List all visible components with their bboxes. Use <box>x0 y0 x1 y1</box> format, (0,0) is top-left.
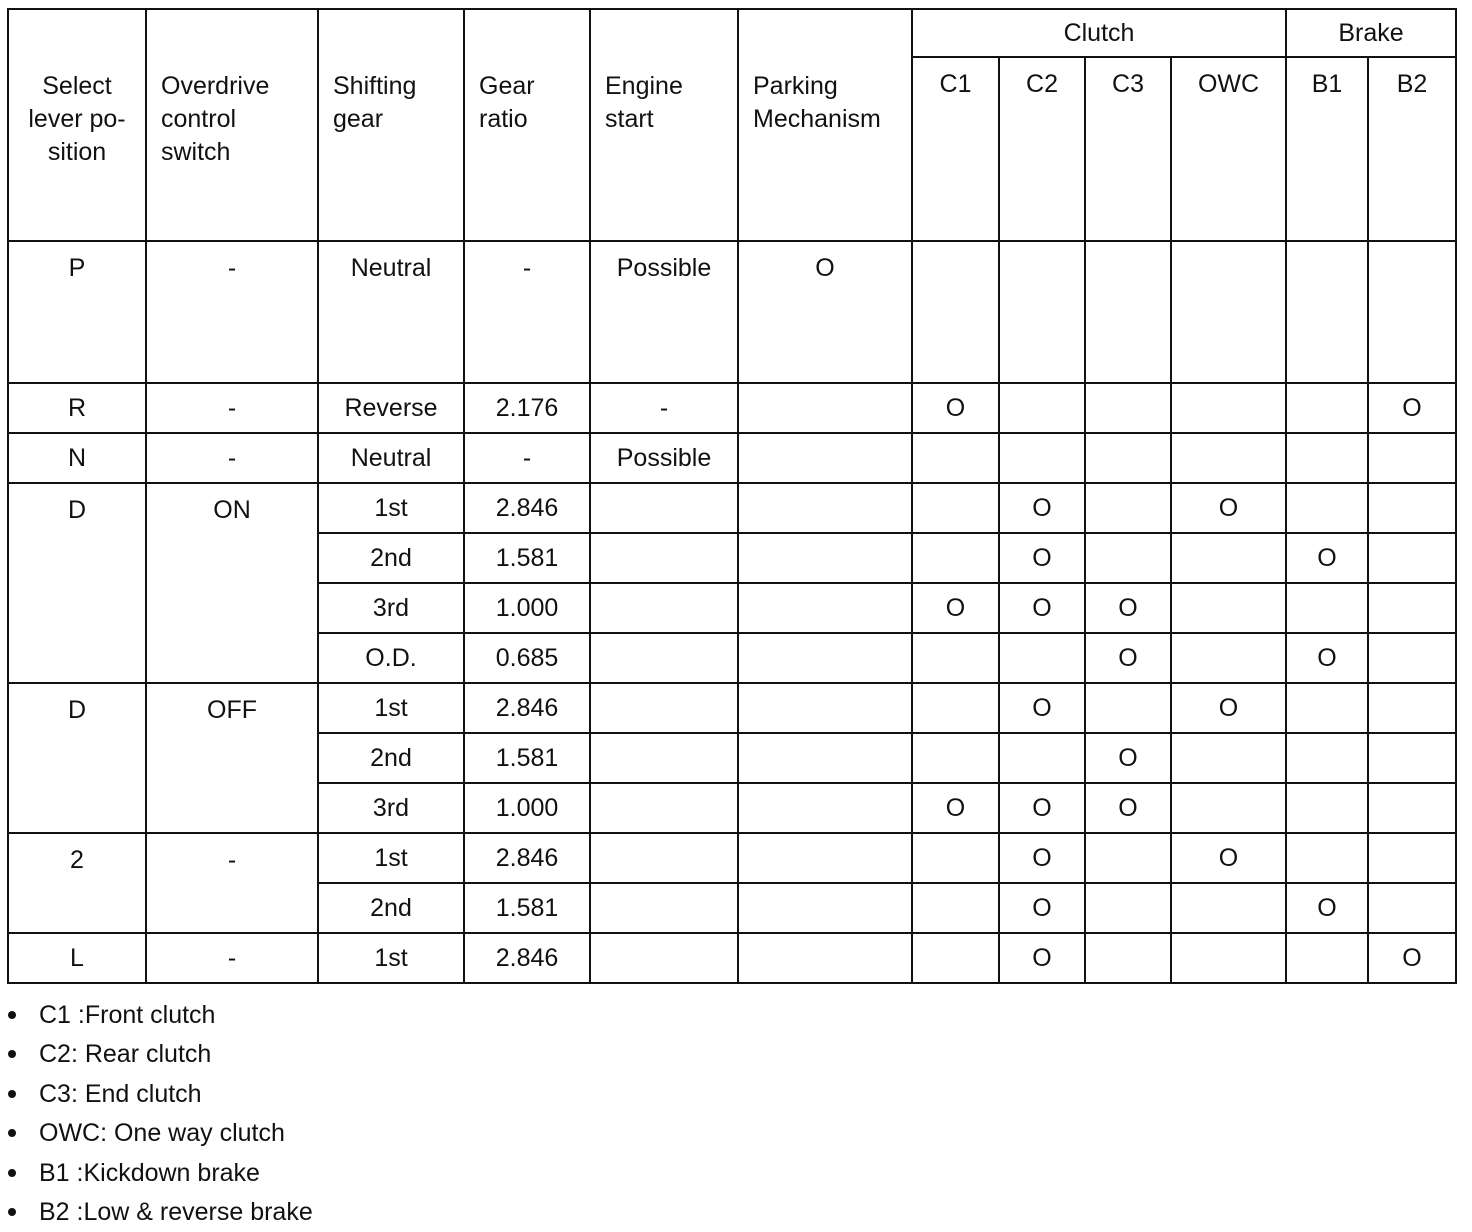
cell-c1 <box>912 533 999 583</box>
cell-engine-start <box>590 483 738 533</box>
cell-parking <box>738 533 912 583</box>
cell-c1 <box>912 833 999 883</box>
cell-ratio: - <box>464 241 590 383</box>
table-row <box>8 241 1456 383</box>
cell-parking <box>738 583 912 633</box>
cell-ratio: 2.846 <box>464 683 590 733</box>
cell-c2 <box>999 383 1085 433</box>
cell-overdrive: - <box>146 383 318 433</box>
header-line: Engine <box>605 72 683 100</box>
cell-parking <box>738 633 912 683</box>
cell-engine-start: - <box>590 383 738 433</box>
table-row <box>8 683 1456 733</box>
legend-text: B2 :Low & reverse brake <box>39 1198 313 1227</box>
cell-parking <box>738 933 912 983</box>
cell-engine-start: Possible <box>590 241 738 383</box>
legend-item <box>8 1154 313 1193</box>
header-line: switch <box>161 138 231 166</box>
cell-gear: Neutral <box>318 241 464 383</box>
table-row <box>8 833 1456 883</box>
cell-c1 <box>912 433 999 483</box>
cell-b2 <box>1368 583 1456 633</box>
legend-text: OWC: One way clutch <box>39 1119 285 1148</box>
header-b2: B2 <box>1368 57 1456 241</box>
header-line: Shifting <box>333 72 417 100</box>
cell-b2 <box>1368 833 1456 883</box>
header-line: lever po- <box>28 105 126 133</box>
cell-engine-start <box>590 833 738 883</box>
cell-engine-start <box>590 883 738 933</box>
cell-gear: 1st <box>318 483 464 533</box>
cell-b2: O <box>1368 933 1456 983</box>
cell-ratio: 1.000 <box>464 583 590 633</box>
cell-engine-start <box>590 933 738 983</box>
cell-b2 <box>1368 241 1456 383</box>
cell-overdrive: - <box>146 933 318 983</box>
cell-select: N <box>8 433 146 483</box>
header-line: control <box>161 105 237 133</box>
cell-ratio: 1.581 <box>464 883 590 933</box>
cell-b2 <box>1368 633 1456 683</box>
cell-overdrive: - <box>146 833 318 933</box>
cell-c1: O <box>912 783 999 833</box>
legend-item <box>8 996 313 1035</box>
cell-ratio: 2.176 <box>464 383 590 433</box>
cell-gear: O.D. <box>318 633 464 683</box>
cell-parking <box>738 383 912 433</box>
cell-owc: O <box>1171 683 1286 733</box>
cell-b1: O <box>1286 633 1368 683</box>
cell-ratio: 2.846 <box>464 933 590 983</box>
cell-c1 <box>912 883 999 933</box>
shift-operation-table <box>7 8 1457 984</box>
cell-ratio: 0.685 <box>464 633 590 683</box>
bullet-icon <box>8 1208 16 1216</box>
cell-gear: 2nd <box>318 733 464 783</box>
cell-c2 <box>999 733 1085 783</box>
cell-c2: O <box>999 933 1085 983</box>
cell-engine-start <box>590 733 738 783</box>
cell-select: P <box>8 241 146 383</box>
cell-overdrive: - <box>146 433 318 483</box>
cell-gear: 2nd <box>318 883 464 933</box>
cell-select: D <box>8 483 146 683</box>
header-line: Parking <box>753 72 838 100</box>
cell-owc <box>1171 241 1286 383</box>
cell-select: R <box>8 383 146 433</box>
cell-owc <box>1171 533 1286 583</box>
legend-text: C3: End clutch <box>39 1079 202 1108</box>
cell-ratio: 2.846 <box>464 833 590 883</box>
legend-text: C2: Rear clutch <box>39 1040 212 1069</box>
cell-b2 <box>1368 433 1456 483</box>
legend-text: B1 :Kickdown brake <box>39 1158 260 1187</box>
cell-b2 <box>1368 883 1456 933</box>
cell-c1 <box>912 633 999 683</box>
cell-owc: O <box>1171 483 1286 533</box>
header-c2: C2 <box>999 57 1085 241</box>
cell-c1 <box>912 933 999 983</box>
bullet-icon <box>8 1169 16 1177</box>
cell-c3 <box>1085 833 1171 883</box>
legend-list <box>8 996 313 1232</box>
cell-owc <box>1171 733 1286 783</box>
cell-c2: O <box>999 533 1085 583</box>
cell-ratio: 2.846 <box>464 483 590 533</box>
cell-ratio: 1.581 <box>464 533 590 583</box>
cell-c3: O <box>1085 783 1171 833</box>
cell-c2: O <box>999 783 1085 833</box>
header-b1: B1 <box>1286 57 1368 241</box>
legend-item <box>8 1114 313 1153</box>
cell-c2 <box>999 633 1085 683</box>
legend-item <box>8 1035 313 1074</box>
header-parking-mechanism <box>738 9 912 241</box>
cell-b1 <box>1286 733 1368 783</box>
cell-c1: O <box>912 383 999 433</box>
bullet-icon <box>8 1090 16 1098</box>
header-gear-ratio <box>464 9 590 241</box>
header-c3: C3 <box>1085 57 1171 241</box>
cell-c2: O <box>999 883 1085 933</box>
bullet-icon <box>8 1050 16 1058</box>
cell-c3: O <box>1085 633 1171 683</box>
cell-engine-start <box>590 683 738 733</box>
table-row <box>8 433 1456 483</box>
cell-overdrive: OFF <box>146 683 318 833</box>
cell-b1 <box>1286 383 1368 433</box>
cell-parking <box>738 833 912 883</box>
cell-b2 <box>1368 483 1456 533</box>
cell-b2: O <box>1368 383 1456 433</box>
cell-gear: 1st <box>318 933 464 983</box>
cell-b1 <box>1286 783 1368 833</box>
cell-ratio: 1.000 <box>464 783 590 833</box>
cell-b1 <box>1286 933 1368 983</box>
header-line: Overdrive <box>161 72 270 100</box>
cell-c2 <box>999 433 1085 483</box>
cell-b2 <box>1368 683 1456 733</box>
cell-owc <box>1171 933 1286 983</box>
cell-gear: 1st <box>318 833 464 883</box>
bullet-icon <box>8 1129 16 1137</box>
cell-gear: 3rd <box>318 783 464 833</box>
cell-select: L <box>8 933 146 983</box>
cell-c2: O <box>999 583 1085 633</box>
cell-c2: O <box>999 483 1085 533</box>
cell-b2 <box>1368 733 1456 783</box>
header-line: start <box>605 105 654 133</box>
cell-owc <box>1171 433 1286 483</box>
cell-parking <box>738 883 912 933</box>
legend-text: C1 :Front clutch <box>39 1001 216 1029</box>
cell-c1 <box>912 733 999 783</box>
header-select-lever-position <box>8 9 146 241</box>
cell-b1: O <box>1286 883 1368 933</box>
cell-c3 <box>1085 533 1171 583</box>
cell-overdrive: ON <box>146 483 318 683</box>
cell-b1 <box>1286 683 1368 733</box>
cell-owc <box>1171 633 1286 683</box>
header-owc: OWC <box>1171 57 1286 241</box>
cell-c1 <box>912 241 999 383</box>
cell-engine-start <box>590 633 738 683</box>
cell-c3 <box>1085 683 1171 733</box>
cell-c1 <box>912 483 999 533</box>
table-row <box>8 933 1456 983</box>
cell-c1 <box>912 683 999 733</box>
cell-gear: Neutral <box>318 433 464 483</box>
cell-owc <box>1171 883 1286 933</box>
cell-b1 <box>1286 583 1368 633</box>
cell-select: D <box>8 683 146 833</box>
cell-parking <box>738 483 912 533</box>
cell-c2: O <box>999 683 1085 733</box>
cell-gear: Reverse <box>318 383 464 433</box>
table-row <box>8 383 1456 433</box>
cell-b1 <box>1286 483 1368 533</box>
header-line: gear <box>333 105 384 133</box>
cell-b2 <box>1368 533 1456 583</box>
cell-owc <box>1171 383 1286 433</box>
cell-b1 <box>1286 241 1368 383</box>
cell-select: 2 <box>8 833 146 933</box>
header-overdrive-control-switch <box>146 9 318 241</box>
cell-c3: O <box>1085 733 1171 783</box>
header-line: Gear <box>479 72 535 100</box>
bullet-icon <box>8 1011 16 1019</box>
header-line: ratio <box>479 105 528 133</box>
cell-gear: 2nd <box>318 533 464 583</box>
cell-c2 <box>999 241 1085 383</box>
cell-owc <box>1171 783 1286 833</box>
header-line: Select <box>42 72 112 100</box>
cell-c1: O <box>912 583 999 633</box>
cell-owc: O <box>1171 833 1286 883</box>
cell-overdrive: - <box>146 241 318 383</box>
cell-parking <box>738 433 912 483</box>
header-brake-group: Brake <box>1286 9 1456 57</box>
cell-parking <box>738 733 912 783</box>
cell-c3 <box>1085 383 1171 433</box>
cell-b1: O <box>1286 533 1368 583</box>
header-shifting-gear <box>318 9 464 241</box>
header-clutch-group: Clutch <box>912 9 1286 57</box>
cell-c3 <box>1085 483 1171 533</box>
header-c1: C1 <box>912 57 999 241</box>
cell-b2 <box>1368 783 1456 833</box>
cell-c3 <box>1085 883 1171 933</box>
cell-c3 <box>1085 433 1171 483</box>
cell-gear: 3rd <box>318 583 464 633</box>
table-row <box>8 483 1456 533</box>
header-engine-start <box>590 9 738 241</box>
cell-ratio: 1.581 <box>464 733 590 783</box>
cell-parking: O <box>738 241 912 383</box>
legend-item <box>8 1075 313 1114</box>
header-line: Mechanism <box>753 105 881 133</box>
cell-owc <box>1171 583 1286 633</box>
cell-b1 <box>1286 833 1368 883</box>
cell-gear: 1st <box>318 683 464 733</box>
cell-c2: O <box>999 833 1085 883</box>
legend-item <box>8 1193 313 1232</box>
cell-c3 <box>1085 933 1171 983</box>
cell-engine-start: Possible <box>590 433 738 483</box>
cell-c3: O <box>1085 583 1171 633</box>
cell-parking <box>738 683 912 733</box>
cell-engine-start <box>590 533 738 583</box>
header-line: sition <box>47 138 107 166</box>
cell-parking <box>738 783 912 833</box>
cell-engine-start <box>590 583 738 633</box>
cell-engine-start <box>590 783 738 833</box>
cell-ratio: - <box>464 433 590 483</box>
cell-c3 <box>1085 241 1171 383</box>
cell-b1 <box>1286 433 1368 483</box>
